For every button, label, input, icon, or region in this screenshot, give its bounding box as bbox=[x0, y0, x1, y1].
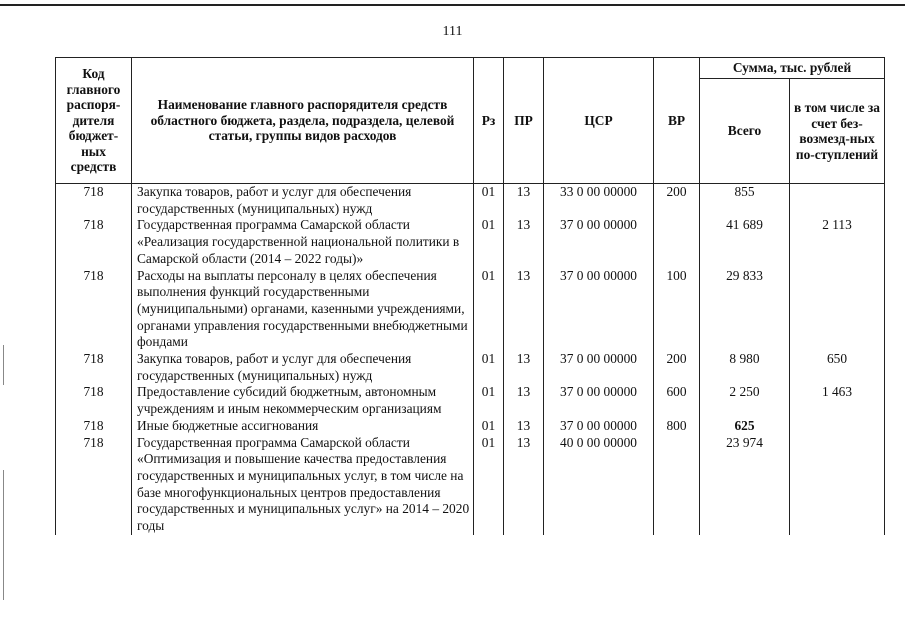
cell-name: Закупка товаров, работ и услуг для обеспечения государственных (муниципальных) нужд bbox=[132, 351, 474, 384]
cell-vr: 200 bbox=[654, 184, 700, 218]
cell-total: 41 689 bbox=[700, 217, 790, 267]
cell-code: 718 bbox=[56, 184, 132, 218]
table-row bbox=[56, 217, 885, 267]
cell-csr: 40 0 00 00000 bbox=[544, 435, 654, 535]
cell-rz: 01 bbox=[474, 184, 504, 218]
cell-pr: 13 bbox=[504, 351, 544, 384]
cell-grants: 2 113 bbox=[790, 217, 885, 267]
cell-name: Иные бюджетные ассигнования bbox=[132, 418, 474, 435]
table-row bbox=[56, 435, 885, 535]
cell-vr: 200 bbox=[654, 351, 700, 384]
cell-name: Предоставление субсидий бюджетным, автономным учреждениям и иным некоммерческим организациям bbox=[132, 384, 474, 417]
cell-rz: 01 bbox=[474, 384, 504, 417]
header-vr: ВР bbox=[654, 58, 700, 184]
cell-pr: 13 bbox=[504, 184, 544, 218]
budget-table bbox=[55, 57, 885, 535]
cell-rz: 01 bbox=[474, 351, 504, 384]
cell-rz: 01 bbox=[474, 268, 504, 352]
cell-vr: 800 bbox=[654, 418, 700, 435]
cell-grants bbox=[790, 435, 885, 535]
cell-grants: 650 bbox=[790, 351, 885, 384]
cell-csr: 37 0 00 00000 bbox=[544, 217, 654, 267]
header-rz: Рз bbox=[474, 58, 504, 184]
cell-total: 23 974 bbox=[700, 435, 790, 535]
cell-pr: 13 bbox=[504, 384, 544, 417]
cell-total: 29 833 bbox=[700, 268, 790, 352]
cell-pr: 13 bbox=[504, 418, 544, 435]
cell-grants bbox=[790, 418, 885, 435]
cell-total: 8 980 bbox=[700, 351, 790, 384]
cell-rz: 01 bbox=[474, 418, 504, 435]
cell-code: 718 bbox=[56, 418, 132, 435]
cell-csr: 37 0 00 00000 bbox=[544, 268, 654, 352]
cell-name: Государственная программа Самарской области «Оптимизация и повышение качества предоставления государственных и муниципальных услуг, в том числе на базе многофункциональных центров предоставления государственных и муниципальных услуг» на 2014 – 2020 годы bbox=[132, 435, 474, 535]
cell-pr: 13 bbox=[504, 435, 544, 535]
cell-pr: 13 bbox=[504, 217, 544, 267]
header-pr: ПР bbox=[504, 58, 544, 184]
cell-vr bbox=[654, 435, 700, 535]
cell-vr: 100 bbox=[654, 268, 700, 352]
cell-grants bbox=[790, 268, 885, 352]
cell-rz: 01 bbox=[474, 217, 504, 267]
cell-code: 718 bbox=[56, 217, 132, 267]
cell-code: 718 bbox=[56, 435, 132, 535]
cell-csr: 37 0 00 00000 bbox=[544, 351, 654, 384]
header-code: Код главного распоря-дителя бюджет-ных средств bbox=[56, 58, 132, 184]
cell-grants bbox=[790, 184, 885, 218]
table-row bbox=[56, 268, 885, 352]
table-row bbox=[56, 384, 885, 417]
cell-code: 718 bbox=[56, 384, 132, 417]
header-name: Наименование главного распорядителя средств областного бюджета, раздела, подраздела, целевой статьи, группы видов расходов bbox=[132, 58, 474, 184]
header-csr: ЦСР bbox=[544, 58, 654, 184]
cell-code: 718 bbox=[56, 351, 132, 384]
cell-code: 718 bbox=[56, 268, 132, 352]
cell-total: 855 bbox=[700, 184, 790, 218]
cell-grants: 1 463 bbox=[790, 384, 885, 417]
header-grants: в том числе за счет без-возмезд-ных по-ступлений bbox=[790, 79, 885, 184]
cell-pr: 13 bbox=[504, 268, 544, 352]
header-total: Всего bbox=[700, 79, 790, 184]
scan-mark-left-1 bbox=[3, 345, 4, 385]
cell-total: 2 250 bbox=[700, 384, 790, 417]
cell-total: 625 bbox=[700, 418, 790, 435]
cell-name: Закупка товаров, работ и услуг для обеспечения государственных (муниципальных) нужд bbox=[132, 184, 474, 218]
cell-vr bbox=[654, 217, 700, 267]
table-row bbox=[56, 418, 885, 435]
scan-mark-left-2 bbox=[3, 470, 4, 600]
page-number: 111 bbox=[442, 24, 463, 39]
cell-name: Государственная программа Самарской области «Реализация государственной национальной политики в Самарской области (2014 – 2022 годы)» bbox=[132, 217, 474, 267]
top-rule bbox=[0, 4, 905, 6]
cell-rz: 01 bbox=[474, 435, 504, 535]
cell-vr: 600 bbox=[654, 384, 700, 417]
cell-csr: 33 0 00 00000 bbox=[544, 184, 654, 218]
cell-csr: 37 0 00 00000 bbox=[544, 418, 654, 435]
table-row bbox=[56, 351, 885, 384]
cell-name: Расходы на выплаты персоналу в целях обеспечения выполнения функций государственными (муниципальными) органами, казенными учреждениями, органами управления государственными внебюджетными фондами bbox=[132, 268, 474, 352]
table-row bbox=[56, 184, 885, 218]
cell-csr: 37 0 00 00000 bbox=[544, 384, 654, 417]
header-sum-group: Сумма, тыс. рублей bbox=[700, 58, 885, 79]
